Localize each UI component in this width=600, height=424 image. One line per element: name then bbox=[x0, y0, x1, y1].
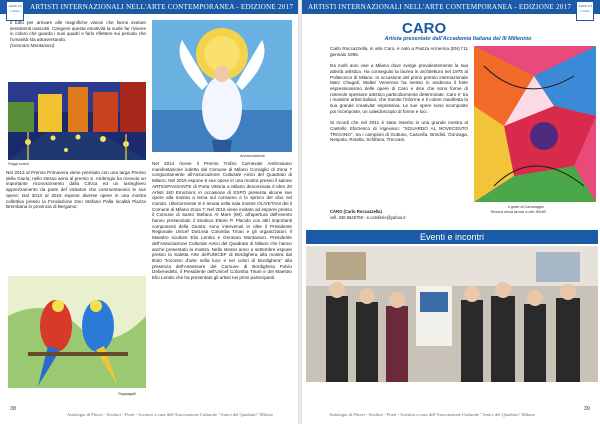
left-page-number: 38 bbox=[10, 406, 17, 412]
painting-parrots bbox=[8, 276, 146, 388]
artist-subtitle: Artista presentato dall'Accademia Italiana del III Millennio bbox=[384, 36, 532, 42]
right-page-number: 39 bbox=[583, 406, 590, 412]
left-column-2-text: Nel 2014 riceve il Premio Trofeo Carnevale Ambrosiano manifestazione indetta dal Comune di Milano Consiglio di Zona 7 congiuntamente all'Associazione Culturale Amici del Quadrato di Milano; Nel 2015 espone 8 sue opere in una mostra presso il salone ARTESPASSANTE di Porta Vittoria a Milano denominata Il Ideo 20 Artisti 160 Emozioni; in occasione di EXPO presenta alcune sue opere alla mostra a tema sul consumo e lo spreco del cibo nel mondo. Ulteriormente si è tenuta nella sala mostre OLIVETANI del il Comune di Milano Zona 7; Nel 2016 viene invitato ad esporre presso il Comune di Santo Stefano Al Mare (IM): all'apertura dell'evento hanno presenziato il Sindaco Ettore P. Placido con altri importanti componenti della Giunta; sono intervenuti in oltre il Presidente Regionale Unicef Dott.ssa Colomba Tinari e gli organizzatori, il Maestro scultore Elio Lentini e Gennaro Montanaro. Presidente dell'Associazione Culturale Amici del Quadrato di Milano che hanno anche presentato la mostra. Nello stesso anno a settembre espone presso la Saletta Arte dell'UNICEF di Bordighera alla mostra dal titolo "Incontro d'arte nella luce e nei colori di Bordighera" alla presenza dell'Assessore del Comune di Bordighera Fulvio Debenedetti, il Presidente dell'Unicef Colomba Tinari e del Maestro Elio Lentini che ha presentato gli artisti nei primi partecipanti. bbox=[152, 161, 292, 281]
artist-bio-1: Carlo Roccazzella, in arte Caro, è nato a Piazza Armerina (EN) l'11 gennaio 1955. bbox=[330, 46, 468, 57]
contact-info: cell. 348 8645750 - e.caroferio@yahoo.it bbox=[330, 214, 406, 220]
left-column-2 bbox=[152, 161, 292, 373]
painting-city-night-image bbox=[8, 82, 146, 160]
left-intro-author: (Gennaro Montanaro) bbox=[10, 42, 55, 48]
left-page bbox=[0, 0, 298, 424]
caption-parrots: Pappagalli bbox=[118, 392, 136, 396]
painting-angel-image bbox=[152, 20, 292, 152]
right-footer: Antologia di Pittori - Scultori - Poeti - Scrittori a cura dell'Associazione Culturale "Amici del Quadrato" Milano bbox=[329, 412, 535, 417]
artist-bio bbox=[330, 46, 468, 226]
left-header-bar bbox=[0, 0, 298, 14]
painting-city-night bbox=[8, 82, 146, 160]
left-header-title: ARTISTI INTERNAZIONALI NELL'ARTE CONTEMPORANEA - EDIZIONE 2017 bbox=[30, 3, 294, 11]
artist-bio-3: Si ricordi che nel 2011 è stato inserito in una grande mostra al Castello Sforzesco di Vigevano: "SGUARDO AL NOVECENTO TRIGANO", tra i campioni di Guttuso, Cascella, Brindisi, Gonzaga, Nespolo, Rotella, Schifano, Treccani. bbox=[330, 120, 468, 143]
right-header-bar bbox=[302, 0, 600, 14]
left-logo: ARTE DI CASA bbox=[6, 1, 24, 21]
right-logo: ARTE DI CASA bbox=[576, 1, 594, 21]
left-column-1-text: Nel 2013 al Premio Primavera viene premiato con una targa Premio della Giuria; nello stesso anno al premio S. Ambrogio ha ricevuto un importante riconoscimento dalla Critica ed un lusinghiero apprezzamento da parte del visitatori che commentavano le sue opere; Dal 2013 al 2015 espone diverse opere in una mostra collettiva presso la Fondazione Don Stefano Palla località Piazza Brembana in provincia di Bergamo; bbox=[6, 170, 146, 210]
artist-bio-2: Da molti anni vive a Milano dove svolge prevalentemente la sua attività artistica. Ha conseguito la laurea in architettura nel 1975 al Politecnico di Milano. In occasione del primo premio internazionale Marc Chagall, Walter Veneroso ha messo in evidenza il forte espressionismo delle opere di Caro e dice che sono forme di notevole spessore artistico particolarmente determinate. Caro e' tra i massimi artisti italiani, che tramite l'informe e il colore manifesta la sua grande creativita' espressiva. Le sue opere sono scomposte poi ricomposte, un caleidoscopio di forme e luci. bbox=[330, 63, 468, 114]
right-page bbox=[302, 0, 600, 424]
events-heading: Eventi e incontri bbox=[306, 230, 598, 244]
painting-abstract-image bbox=[474, 46, 596, 202]
artist-contact bbox=[330, 209, 468, 223]
painting-abstract bbox=[474, 46, 596, 202]
painting-parrots-image bbox=[8, 276, 146, 388]
event-photo bbox=[306, 246, 598, 382]
artist-name: CARO bbox=[402, 20, 447, 37]
caption-abstract-technique: Tecnica mista tavola a olio 90x60 bbox=[490, 210, 546, 214]
caption-abstract: Il grido di Caravaggio bbox=[508, 205, 544, 209]
caption-angel: Annunciazione bbox=[240, 154, 265, 158]
caption-city: Paggi sorrisi bbox=[8, 162, 29, 166]
right-header-title: ARTISTI INTERNAZIONALI NELL'ARTE CONTEMPORANEA - EDIZIONE 2017 bbox=[308, 3, 572, 11]
event-photo-image bbox=[306, 246, 598, 382]
contact-name: CARO (Carlo Roccazzella) bbox=[330, 209, 382, 214]
painting-angel bbox=[152, 20, 292, 152]
left-intro: il tutto per arrivare alle magnifiche visioni che fanno svelare sentimenti nascosti. Cangemi questa emotività la vuole far rivivere in coloro che guarda i suoi quadri e farlo riflettere sui periodo che l'umanità sta attraversando. bbox=[10, 20, 146, 43]
left-footer: Antologia di Pittori - Scultori - Poeti - Scrittori a cura dell'Associazione Culturale "Amici del Quadrato" Milano bbox=[67, 412, 273, 417]
left-column-1 bbox=[6, 170, 146, 270]
left-intro-text bbox=[10, 20, 146, 72]
